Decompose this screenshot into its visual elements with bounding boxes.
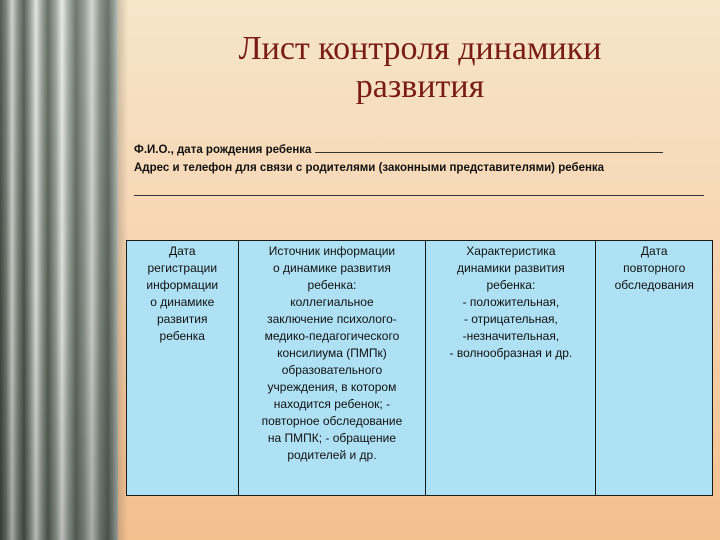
cell-text-line: развития xyxy=(157,312,208,326)
cell-text-line: Источник информации xyxy=(268,244,396,258)
cell-text-line: динамики развития xyxy=(457,261,565,275)
pillar-shading xyxy=(0,0,118,540)
cell-text-line: регистрации xyxy=(147,261,218,275)
cell-text-line: ребенка xyxy=(159,329,205,343)
title-line-1: Лист контроля динамики xyxy=(238,30,602,67)
column-registration-date xyxy=(127,241,239,496)
title-line-2: развития xyxy=(355,68,485,105)
column-reexamination-date xyxy=(596,241,713,496)
fio-label: Ф.И.О., дата рождения ребенка xyxy=(134,144,312,156)
cell-text-line: ребенка: xyxy=(307,278,357,292)
control-table xyxy=(126,240,713,496)
cell-text-line: медико-педагогического xyxy=(264,329,400,343)
cell-text-line: заключение психолого- xyxy=(267,312,397,326)
cell-text-line: коллегиальное xyxy=(290,295,374,309)
cell-text-line: на ПМПК; - обращение xyxy=(267,431,397,445)
cell-text-line: информации xyxy=(146,278,219,292)
cell-text-line: -незначительная, xyxy=(462,329,560,343)
cell-text-line: обследования xyxy=(614,278,694,292)
address-blank-line xyxy=(134,195,704,196)
cell-text-line: о динамике xyxy=(150,295,215,309)
cell-text-line: учреждения, в котором xyxy=(267,380,397,394)
cell-text-line: - отрицательная, xyxy=(463,312,558,326)
column-information-source xyxy=(238,241,426,496)
cell-text-line: ребенка: xyxy=(486,278,536,292)
fio-field-row xyxy=(134,141,708,156)
cell-text-line: Дата xyxy=(168,244,196,258)
fio-blank-line xyxy=(315,141,663,153)
column-dynamics-characteristic xyxy=(426,241,596,496)
cell-text-line: родителей и др. xyxy=(287,448,377,462)
cell-text-line: повторное обследование xyxy=(261,414,403,428)
cell-text-line: о динамике развития xyxy=(273,261,391,275)
cell-text-line: консилиума (ПМПк) xyxy=(277,346,387,360)
page-title xyxy=(140,30,700,106)
cell-text-line: - волнообразная и др. xyxy=(449,346,573,360)
cell-text-line: Дата xyxy=(640,244,668,258)
cell-text-line: повторного xyxy=(623,261,686,275)
cell-text-line: находится ребенок; - xyxy=(273,397,391,411)
address-field-row xyxy=(134,162,708,174)
cell-text-line: Характеристика xyxy=(466,244,556,258)
address-label: Адрес и телефон для связи с родителями (законными представителями) ребенка xyxy=(134,162,605,174)
cell-text-line: - положительная, xyxy=(462,295,560,309)
cell-text-line: образовательного xyxy=(281,363,383,377)
table-row xyxy=(127,241,713,496)
